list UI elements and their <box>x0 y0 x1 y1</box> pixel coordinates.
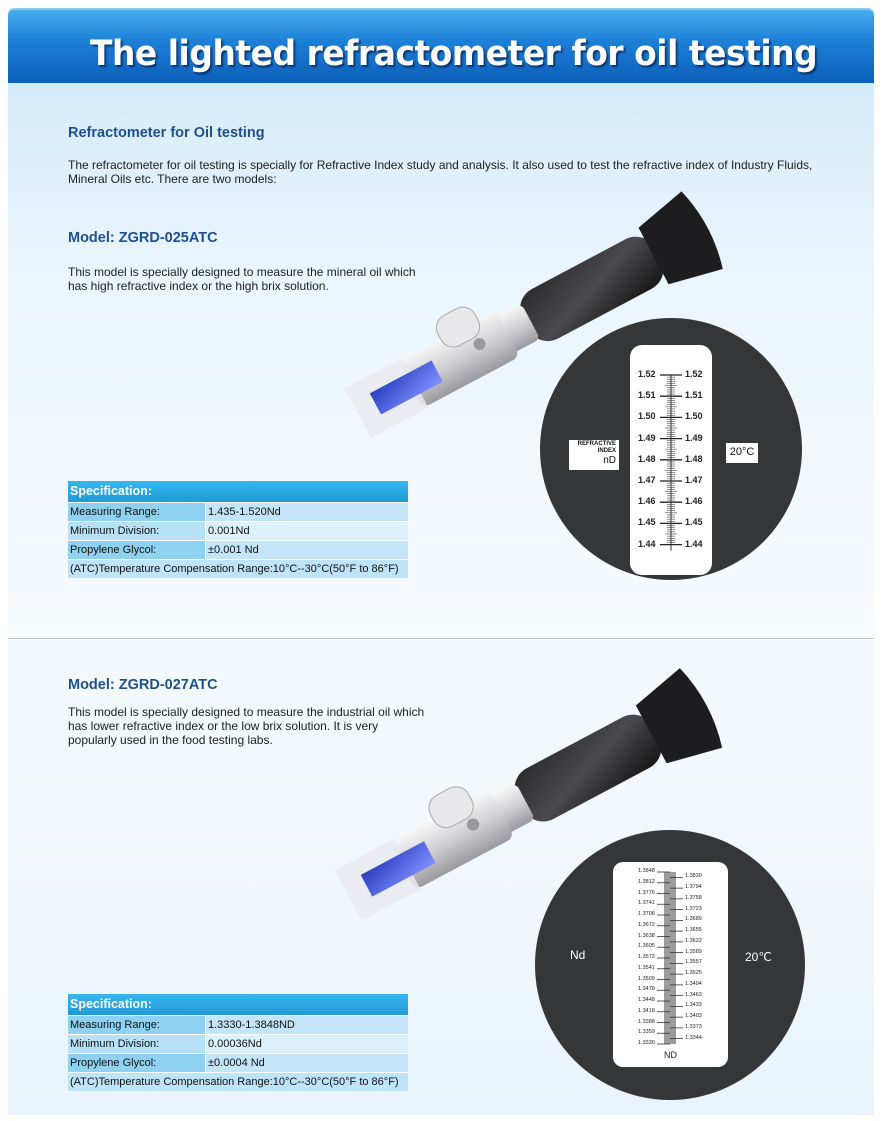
refractive-index-label <box>569 440 619 470</box>
scale-tick-label-right: 1.3557 <box>685 959 702 966</box>
scale-tick-label-left: 1.3388 <box>638 1018 655 1025</box>
scale-tick-label-right: 1.3622 <box>685 937 702 944</box>
spec-row-atc <box>68 559 408 578</box>
scale-tick-label-right: 1.3689 <box>685 916 702 923</box>
label-line-2: INDEX <box>597 448 616 454</box>
scale-tick-label-left: 1.3478 <box>638 986 655 993</box>
scale-tick-label-right: 1.3494 <box>685 980 702 987</box>
spec-value: ±0.0004 Nd <box>206 1054 408 1072</box>
spec-label: Measuring Range: <box>68 503 206 521</box>
scale-tick-label: 1.51 <box>685 390 703 401</box>
scale-tick-label-right: 1.3655 <box>685 927 702 934</box>
spec-label: Minimum Division: <box>68 1035 206 1053</box>
scale-tick-label-right: 1.3373 <box>685 1023 702 1030</box>
label-line-3: nD <box>603 455 616 466</box>
spec-row-atc <box>68 1072 408 1091</box>
spec-value: 1.435-1.520Nd <box>206 503 408 521</box>
scale-tick-label-right: 1.3830 <box>685 873 702 880</box>
nd-bottom-label: ND <box>664 1050 677 1060</box>
scale-tick-label: 1.46 <box>685 496 703 507</box>
label-line-1: REFRACTIVE <box>577 441 616 447</box>
spec-row <box>68 1015 408 1034</box>
spec-header: Specification: <box>68 994 408 1015</box>
scale-tick-label: 1.50 <box>638 411 656 422</box>
scale-tick-label-left: 1.3418 <box>638 1007 655 1014</box>
scale-ticks-2 <box>613 862 728 1067</box>
model-1-heading: Model: ZGRD-025ATC <box>68 230 218 246</box>
scale-tick-label: 1.51 <box>638 390 656 401</box>
scale-tick-label-left: 1.3573 <box>638 954 655 960</box>
scale-tick-label-right: 1.3403 <box>685 1013 702 1020</box>
spec-table-1 <box>68 481 408 578</box>
scale-tick-label-right: 1.3723 <box>685 905 702 912</box>
spec-row <box>68 1034 408 1053</box>
spec-value: 1.3330-1.3848ND <box>206 1016 408 1034</box>
temperature-label-2: 20℃ <box>745 950 772 964</box>
scale-tick-label: 1.47 <box>638 475 656 485</box>
scale-tick-label-right: 1.3433 <box>685 1002 702 1009</box>
scale-tick-label-left: 1.3672 <box>638 921 655 928</box>
scale-tick-label: 1.48 <box>638 453 656 464</box>
spec-row <box>68 521 408 540</box>
scale-tick-label-left: 1.3359 <box>638 1029 655 1036</box>
spec-atc: (ATC)Temperature Compensation Range:10°C--30°C(50°F to 86°F) <box>68 1073 408 1091</box>
scale-tick-label-right: 1.3525 <box>685 970 702 977</box>
scale-tick-label-left: 1.3848 <box>638 868 655 874</box>
spec-label: Measuring Range: <box>68 1016 206 1034</box>
scale-tick-label: 1.50 <box>685 411 703 422</box>
spec-label: Minimum Division: <box>68 522 206 540</box>
spec-table-2 <box>68 994 408 1091</box>
scale-tick-label-right: 1.3758 <box>685 894 702 901</box>
scale-tick-label-right: 1.3794 <box>685 884 702 891</box>
temperature-label-1: 20°C <box>726 443 758 463</box>
scale-tick-label-left: 1.3776 <box>638 889 655 896</box>
scale-tick-label-left: 1.3812 <box>638 878 655 885</box>
scale-tick-label-left: 1.3541 <box>638 964 655 971</box>
scale-tick-label-right: 1.3463 <box>685 991 702 998</box>
spec-value: 0.00036Nd <box>206 1035 408 1053</box>
scale-tick-label-left: 1.3509 <box>638 975 655 982</box>
scale-tick-label: 1.47 <box>685 475 703 485</box>
scale-tick-label: 1.46 <box>638 496 656 507</box>
scale-tick-label-left: 1.3605 <box>638 943 655 950</box>
scale-tick-label: 1.45 <box>685 517 703 528</box>
scale-tick-label: 1.52 <box>685 369 703 379</box>
intro-text: The refractometer for oil testing is specially for Refractive Index study and analysis. It also used to test the refractive index of Industry Fluids, Mineral Oils etc. There are two models: <box>68 158 813 186</box>
nd-label: Nd <box>570 948 586 962</box>
model-2-heading: Model: ZGRD-027ATC <box>68 677 218 693</box>
intro-heading: Refractometer for Oil testing <box>68 125 265 141</box>
scale-tick-label-left: 1.3706 <box>638 911 655 917</box>
scale-tick-label-left: 1.3638 <box>638 932 655 939</box>
scale-tick-label: 1.48 <box>685 453 703 464</box>
spec-header: Specification: <box>68 481 408 502</box>
scale-tick-label: 1.44 <box>685 538 703 549</box>
spec-row <box>68 502 408 521</box>
scale-tick-label: 1.44 <box>638 538 656 549</box>
spec-atc: (ATC)Temperature Compensation Range:10°C--30°C(50°F to 86°F) <box>68 560 408 578</box>
scale-tick-label: 1.49 <box>638 432 656 443</box>
spec-label: Propylene Glycol: <box>68 1054 206 1072</box>
scale-tick-label: 1.49 <box>685 432 703 443</box>
spec-value: ±0.001 Nd <box>206 541 408 559</box>
scale-tick-label-left: 1.3448 <box>638 997 655 1003</box>
spec-row <box>68 1053 408 1072</box>
spec-row <box>68 540 408 559</box>
model-1-description: This model is specially designed to measure the mineral oil which has high refractive index or the high brix solution. <box>68 265 416 293</box>
scale-tick-label-left: 1.3741 <box>638 900 655 907</box>
scale-tick-label: 1.52 <box>638 369 656 379</box>
model-2-description: This model is specially designed to measure the industrial oil which has lower refractive index or the low brix solution. It is very popularly used in the food testing labs. <box>68 705 425 747</box>
title-banner <box>8 8 874 83</box>
scale-tick-label-left: 1.3330 <box>638 1040 655 1046</box>
scale-tick-label: 1.45 <box>638 517 656 528</box>
scale-tick-label-right: 1.3589 <box>685 948 702 955</box>
spec-value: 0.001Nd <box>206 522 408 540</box>
spec-label: Propylene Glycol: <box>68 541 206 559</box>
page-title: The lighted refractometer for oil testing <box>90 34 818 74</box>
scale-tick-label-right: 1.3344 <box>685 1034 702 1041</box>
